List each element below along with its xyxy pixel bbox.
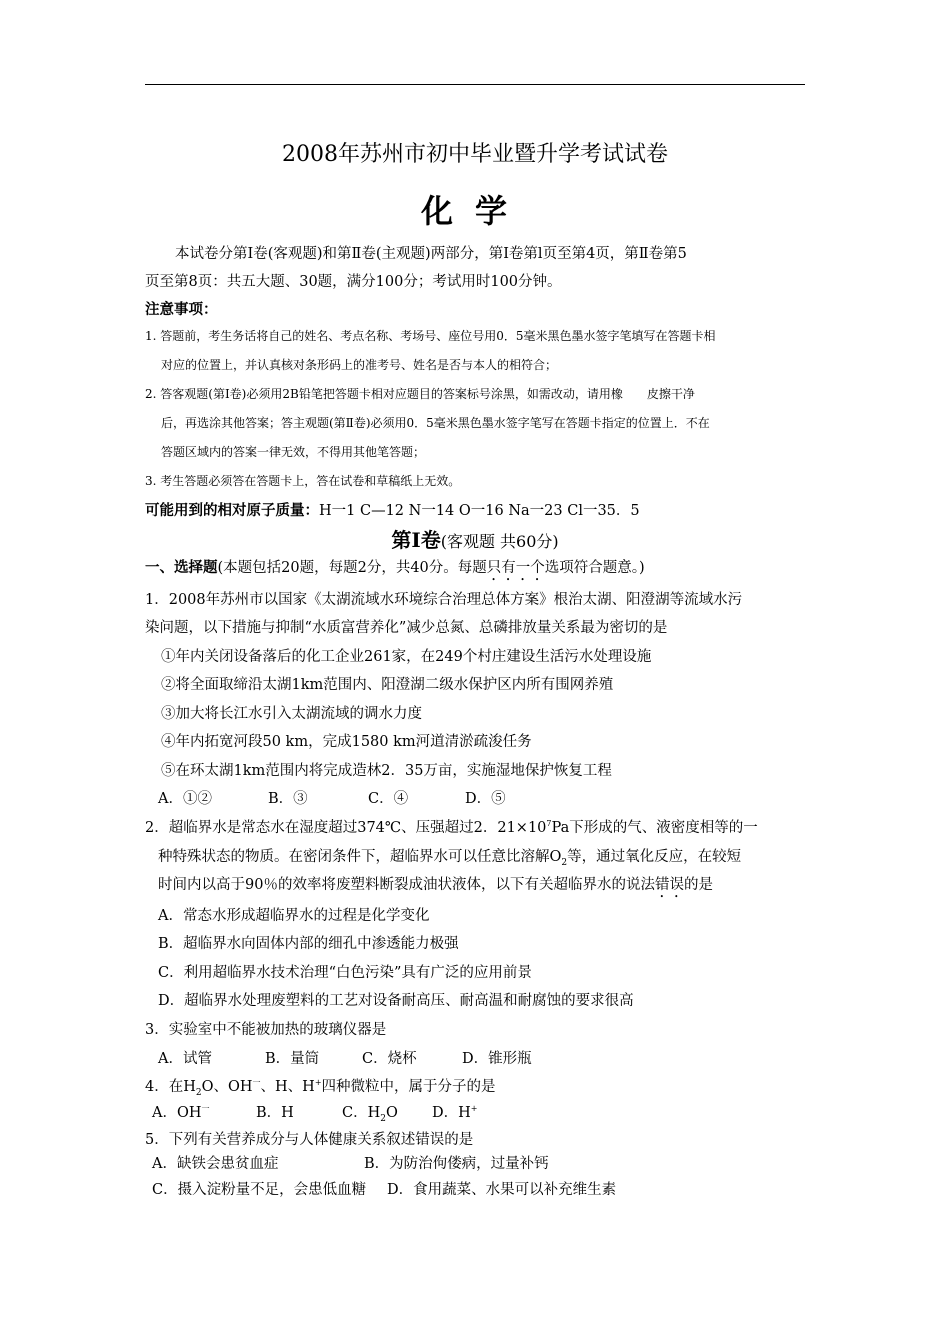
q2-stem-3b: 的是: [683, 877, 713, 893]
q2-option-a: A．常态水形成超临界水的过程是化学变化: [158, 908, 430, 924]
q4-stem: [145, 1075, 496, 1096]
q5-options-row-2: [152, 1178, 616, 1199]
intro-line-1: 本试卷分第Ⅰ卷(客观题)和第Ⅱ卷(主观题)两部分，第Ⅰ卷第l页至第4页，第Ⅱ卷第5: [175, 246, 687, 262]
q5-option-d: D．食用蔬菜、水果可以补充维生素: [387, 1182, 617, 1198]
atomic-mass-values: H一1 C—12 N一14 O一16 Na一23 Cl一35．5: [319, 503, 640, 519]
notice-line-3: 2. 答客观题(第Ⅰ卷)必须用2B铅笔把答题卡相对应题目的答案标号涂黑，如需改动，请用橡 皮擦干净: [145, 387, 695, 401]
q2-stem-2-sub: 2: [561, 857, 568, 868]
q5-options-row-1: [152, 1152, 549, 1173]
notice-line-2: 对应的位置上，并认真核对条形码上的准考号、姓名是否与本人的相符合；: [161, 358, 558, 372]
q3-option-c: C．烧杯: [362, 1051, 417, 1067]
q3-option-d: D．锥形瓶: [462, 1051, 532, 1067]
part-1-title: 一、选择题: [145, 559, 218, 576]
atomic-mass-line: [145, 499, 640, 520]
q1-option-d: D．⑤: [465, 791, 506, 807]
q3-option-b: B．量筒: [265, 1051, 320, 1067]
q2-option-d: D．超临界水处理废塑料的工艺对设备耐高压、耐高温和耐腐蚀的要求很高: [158, 993, 634, 1009]
part-1-desc-a: (本题包括20题，每题2分，共40分。每题: [217, 560, 487, 576]
q1-stem-2: 染问题，以下措施与抑制“水质富营养化”减少总氮、总磷排放量关系最为密切的是: [145, 620, 668, 636]
q4-stem-b: O、OH: [201, 1079, 253, 1095]
q4-option-c: C．$H_2O$: [342, 1105, 398, 1124]
q4-option-b: B．H: [256, 1105, 294, 1121]
q4-stem-d: 、H、H: [260, 1079, 315, 1095]
q1-option-c: C．④: [368, 791, 409, 807]
q2-option-b: B．超临界水向固体内部的细孔中渗透能力极强: [158, 936, 459, 952]
q5-option-a: A．缺铁会患贫血症: [152, 1156, 279, 1172]
q2-stem-1a: 2．超临界水是常态水在湿度超过374℃、压强超过2．21×10: [145, 820, 547, 836]
q1-item-2: ②将全面取缔沿太湖1km范围内、阳澄湖二级水保护区内所有围网养殖: [161, 677, 614, 693]
q1-options: [158, 787, 506, 808]
q5-option-b: B．为防治佝偻病，过量补钙: [364, 1156, 549, 1172]
q3-options: [158, 1047, 532, 1068]
top-rule: [145, 84, 805, 85]
q2-stem-1-sup: 7: [546, 819, 552, 829]
section-1-heading: [0, 524, 950, 553]
q2-stem-2b: 等，通过氧化反应，在较短: [567, 849, 742, 865]
atomic-mass-label: 可能用到的相对原子质量：: [145, 502, 319, 519]
notice-line-1: 1. 答题前，考生务话将自己的姓名、考点名称、考场号、座位号用0．5毫米黑色墨水签字笔填写在答题卡相: [145, 329, 716, 343]
notice-line-5: 答题区域内的答案一律无效，不得用其他笔答题；: [161, 445, 426, 459]
q2-stem-1: [145, 816, 758, 837]
q4-stem-minus: 一: [252, 1078, 261, 1088]
part-1-heading: [145, 556, 645, 584]
part-1-desc-emph: 只有一个: [486, 560, 545, 576]
q4-options: [152, 1101, 477, 1122]
q2-stem-1b: Pa下形成的气、液密度相等的一: [551, 820, 758, 836]
notice-line-6: 3. 考生答题必须答在答题卡上，答在试卷和草稿纸上无效。: [145, 474, 461, 488]
intro-line-2: 页至第8页：共五大题、30题，满分100分；考试用时100分钟。: [145, 274, 562, 290]
q1-stem-1: 1．2008年苏州市以国家《太湖流域水环境综合治理总体方案》根治太湖、阳澄湖等流域水污: [145, 592, 743, 608]
exam-title: 2008年苏州市初中毕业暨升学考试试卷: [282, 142, 668, 167]
subject-title: 化学: [420, 192, 529, 230]
q2-stem-3a: 时间内以高于90％的效率将废塑料断裂成油状液体，以下有关超临界水的说法: [158, 877, 655, 893]
part-1-desc-b: 选项符合题意。): [544, 560, 645, 576]
q2-option-c: C．利用超临界水技术治理“白色污染”具有广泛的应用前景: [158, 965, 532, 981]
q1-option-b: B．③: [268, 791, 308, 807]
q3-option-a: A．试管: [158, 1051, 212, 1067]
q3-stem: 3．实验室中不能被加热的玻璃仪器是: [145, 1022, 387, 1038]
q1-option-a: A．①②: [158, 791, 212, 807]
q4-stem-sub: 2: [195, 1087, 202, 1098]
q4-stem-plus: +: [314, 1078, 322, 1088]
section-1-note: (客观题 共60分): [440, 532, 559, 551]
q1-item-4: ④年内拓宽河段50 km，完成1580 km河道清淤疏浚任务: [161, 734, 532, 750]
q1-item-3: ③加大将长江水引入太湖流域的调水力度: [161, 706, 422, 722]
q4-stem-a: 4．在H: [145, 1079, 196, 1095]
q2-stem-3-emph: 错误: [654, 877, 684, 893]
q2-stem-2: [158, 845, 741, 866]
q1-item-1: ①年内关闭设备落后的化工企业261家，在249个村庄建设生活污水处理设施: [161, 649, 652, 665]
q5-stem: 5．下列有关营养成分与人体健康关系叙述错误的是: [145, 1132, 474, 1148]
q2-stem-2a: 种特殊状态的物质。在密闭条件下，超临界水可以任意比溶解O: [158, 849, 562, 865]
q4-option-d: D．H+: [432, 1104, 478, 1121]
notice-line-4: 后，再选涂其他答案；答主观题(第Ⅱ卷)必须用0．5毫米黑色墨水签字笔写在答题卡指定的位置上．不在: [161, 416, 710, 430]
q4-option-a: A．$OH^一$: [152, 1104, 210, 1121]
q2-stem-3: [158, 873, 713, 901]
section-1-title: 第Ⅰ卷: [391, 528, 441, 552]
q4-stem-e: 四种微粒中，属于分子的是: [321, 1079, 496, 1095]
notice-heading: 注意事项：: [145, 301, 218, 318]
q5-option-c: C．摄入淀粉量不足，会患低血糖: [152, 1182, 367, 1198]
q1-item-5: ⑤在环太湖1km范围内将完成造林2．35万亩，实施湿地保护恢复工程: [161, 763, 612, 779]
